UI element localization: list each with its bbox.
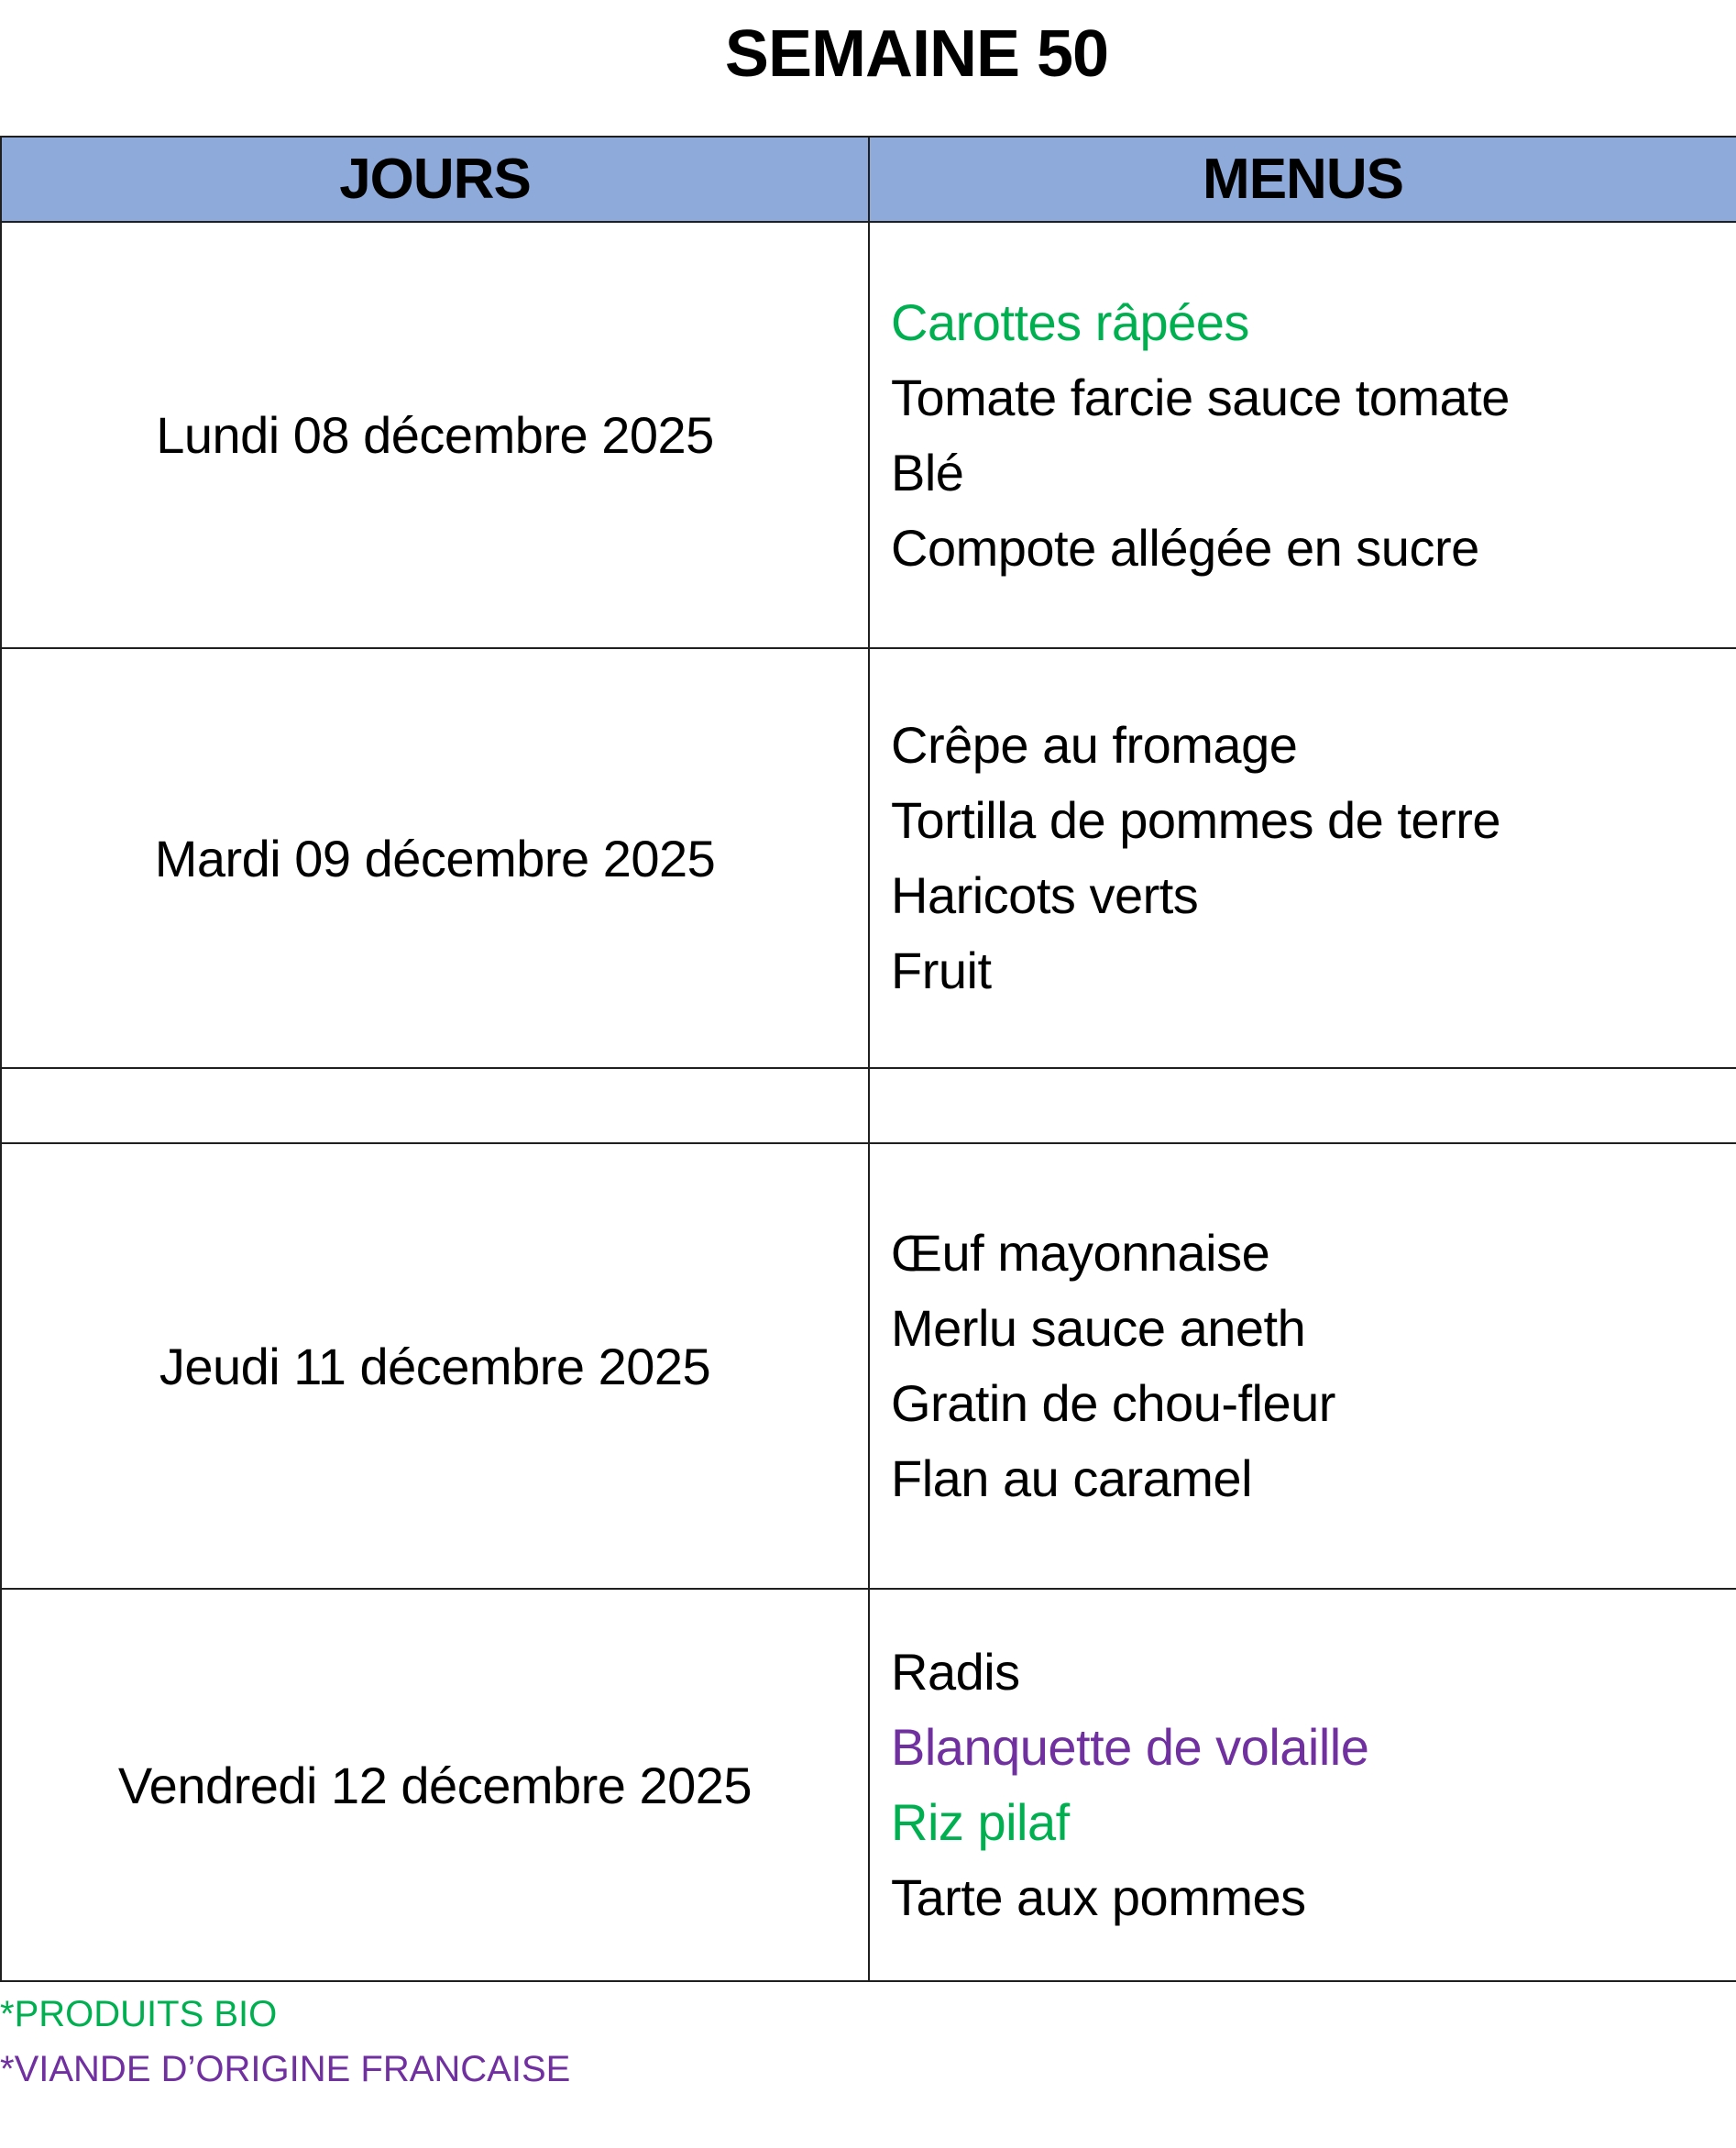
menu-item: Compote allégée en sucre	[891, 518, 1479, 577]
menu-cell	[869, 1589, 1736, 1981]
header-days: JOURS	[1, 137, 869, 222]
table-row	[1, 1143, 1736, 1589]
table-row-empty	[1, 1068, 1736, 1143]
day-cell: Jeudi 11 décembre 2025	[1, 1143, 869, 1589]
menu-item: Riz pilaf	[891, 1793, 1070, 1851]
day-cell: Lundi 08 décembre 2025	[1, 222, 869, 648]
menu-item: Merlu sauce aneth	[891, 1299, 1306, 1357]
menu-item: Haricots verts	[891, 866, 1199, 924]
header-menus: MENUS	[869, 137, 1736, 222]
day-cell: Mardi 09 décembre 2025	[1, 648, 869, 1068]
menu-cell	[869, 222, 1736, 648]
day-cell: Vendredi 12 décembre 2025	[1, 1589, 869, 1981]
menu-item: Flan au caramel	[891, 1449, 1253, 1507]
menu-item: Tomate farcie sauce tomate	[891, 368, 1510, 426]
menu-cell	[869, 1143, 1736, 1589]
menu-item: Blé	[891, 443, 964, 501]
menu-item: Radis	[891, 1643, 1020, 1701]
table-header-row	[1, 137, 1736, 222]
menu-item: Gratin de chou-fleur	[891, 1374, 1335, 1432]
menu-cell	[869, 1068, 1736, 1143]
menu-item: Tarte aux pommes	[891, 1868, 1306, 1926]
menu-item: Fruit	[891, 942, 992, 999]
menu-item: Blanquette de volaille	[891, 1718, 1369, 1776]
menu-item: Œuf mayonnaise	[891, 1224, 1270, 1282]
menu-item: Tortilla de pommes de terre	[891, 791, 1501, 849]
legend-viande-francaise: *VIANDE D’ORIGINE FRANCAISE	[0, 2049, 571, 2089]
menu-item: Carottes râpées	[891, 292, 1249, 351]
menu-table	[0, 136, 1736, 1982]
table-row	[1, 222, 1736, 648]
table-row	[1, 1589, 1736, 1981]
table-row	[1, 648, 1736, 1068]
day-cell	[1, 1068, 869, 1143]
legend-bio: *PRODUITS BIO	[0, 1994, 278, 2034]
menu-item: Crêpe au fromage	[891, 716, 1298, 774]
page-title: SEMAINE 50	[724, 17, 1109, 91]
menu-cell	[869, 648, 1736, 1068]
